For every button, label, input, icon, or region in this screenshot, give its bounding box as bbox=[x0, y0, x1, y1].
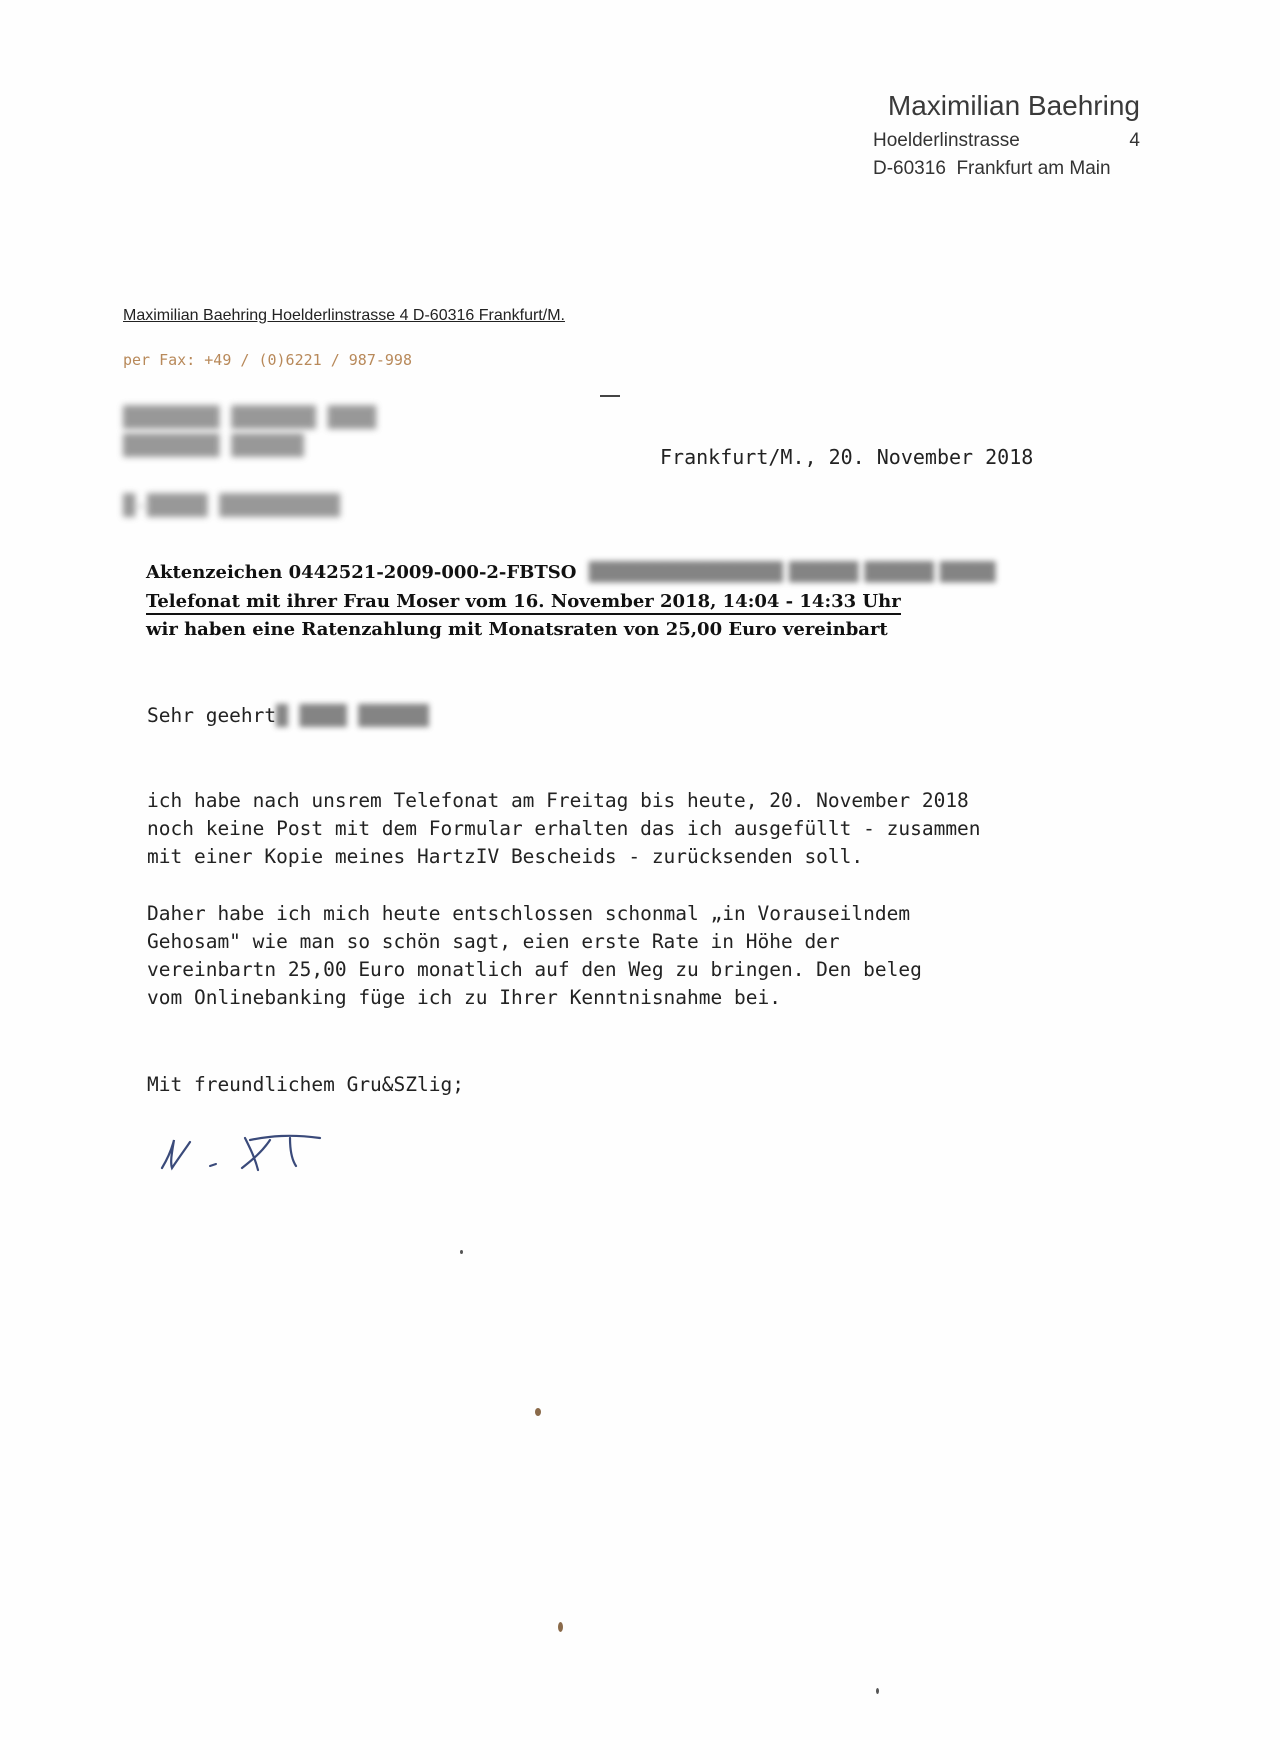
paragraph-2-line-1: Daher habe ich mich heute entschlossen schonmal „in Vorauseilndem bbox=[147, 902, 911, 925]
scan-speck bbox=[460, 1250, 463, 1254]
subject-agreement: wir haben eine Ratenzahlung mit Monatsraten von 25,00 Euro vereinbart bbox=[146, 619, 888, 640]
sender-street bbox=[873, 130, 1140, 152]
sender-street-name: Hoelderlinstrasse bbox=[873, 130, 1020, 151]
salutation-text: Sehr geehrt bbox=[147, 704, 277, 727]
subject-reference-text: Aktenzeichen 0442521-2009-000-2-FBTSO bbox=[146, 562, 577, 583]
paragraph-1-line-2: noch keine Post mit dem Formular erhalten das ich ausgefüllt - zusammen bbox=[147, 817, 981, 840]
recipient-city-redacted: █-█████ ██████████ bbox=[123, 493, 340, 517]
recipient-company-redacted: ████████ ███████ ████ bbox=[123, 405, 376, 429]
paragraph-1 bbox=[147, 787, 981, 871]
subject-redacted: ██████████████ █████ █████ ████ bbox=[582, 562, 996, 583]
paragraph-2 bbox=[147, 900, 922, 1012]
scan-speck bbox=[558, 1622, 563, 1632]
date-line: Frankfurt/M., 20. November 2018 bbox=[660, 445, 1034, 469]
subject-reference bbox=[146, 562, 995, 583]
handwritten-signature bbox=[150, 1118, 370, 1198]
recipient-postbox-redacted: ████████ ██████ bbox=[123, 433, 304, 457]
scan-speck bbox=[535, 1408, 541, 1416]
fax-line: per Fax: +49 / (0)6221 / 987-998 bbox=[123, 351, 412, 369]
paragraph-2-line-4: vom Onlinebanking füge ich zu Ihrer Kenntnisnahme bei. bbox=[147, 986, 781, 1009]
sender-name: Maximilian Baehring bbox=[887, 90, 1140, 121]
closing: Mit freundlichem Gru&SZlig; bbox=[147, 1073, 464, 1096]
scan-speck bbox=[876, 1688, 879, 1694]
paragraph-1-line-1: ich habe nach unsrem Telefonat am Freitag bis heute, 20. November 2018 bbox=[147, 789, 969, 812]
subject-phone-call: Telefonat mit ihrer Frau Moser vom 16. November 2018, 14:04 - 14:33 Uhr bbox=[146, 591, 901, 615]
scan-speck bbox=[600, 395, 620, 397]
paragraph-2-line-2: Gehosam" wie man so schön sagt, eien erste Rate in Höhe der bbox=[147, 930, 840, 953]
sender-city: D-60316 Frankfurt am Main bbox=[873, 158, 1111, 179]
salutation bbox=[147, 702, 429, 730]
paragraph-1-line-3: mit einer Kopie meines HartzIV Bescheids - zurücksenden soll. bbox=[147, 845, 864, 868]
return-address-line: Maximilian Baehring Hoelderlinstrasse 4 D-60316 Frankfurt/M. bbox=[123, 307, 565, 324]
paragraph-2-line-3: vereinbartn 25,00 Euro monatlich auf den Weg zu bringen. Den beleg bbox=[147, 958, 922, 981]
salutation-name-redacted: █ ████ ██████ bbox=[276, 704, 429, 727]
sender-house-number: 4 bbox=[1129, 130, 1140, 151]
